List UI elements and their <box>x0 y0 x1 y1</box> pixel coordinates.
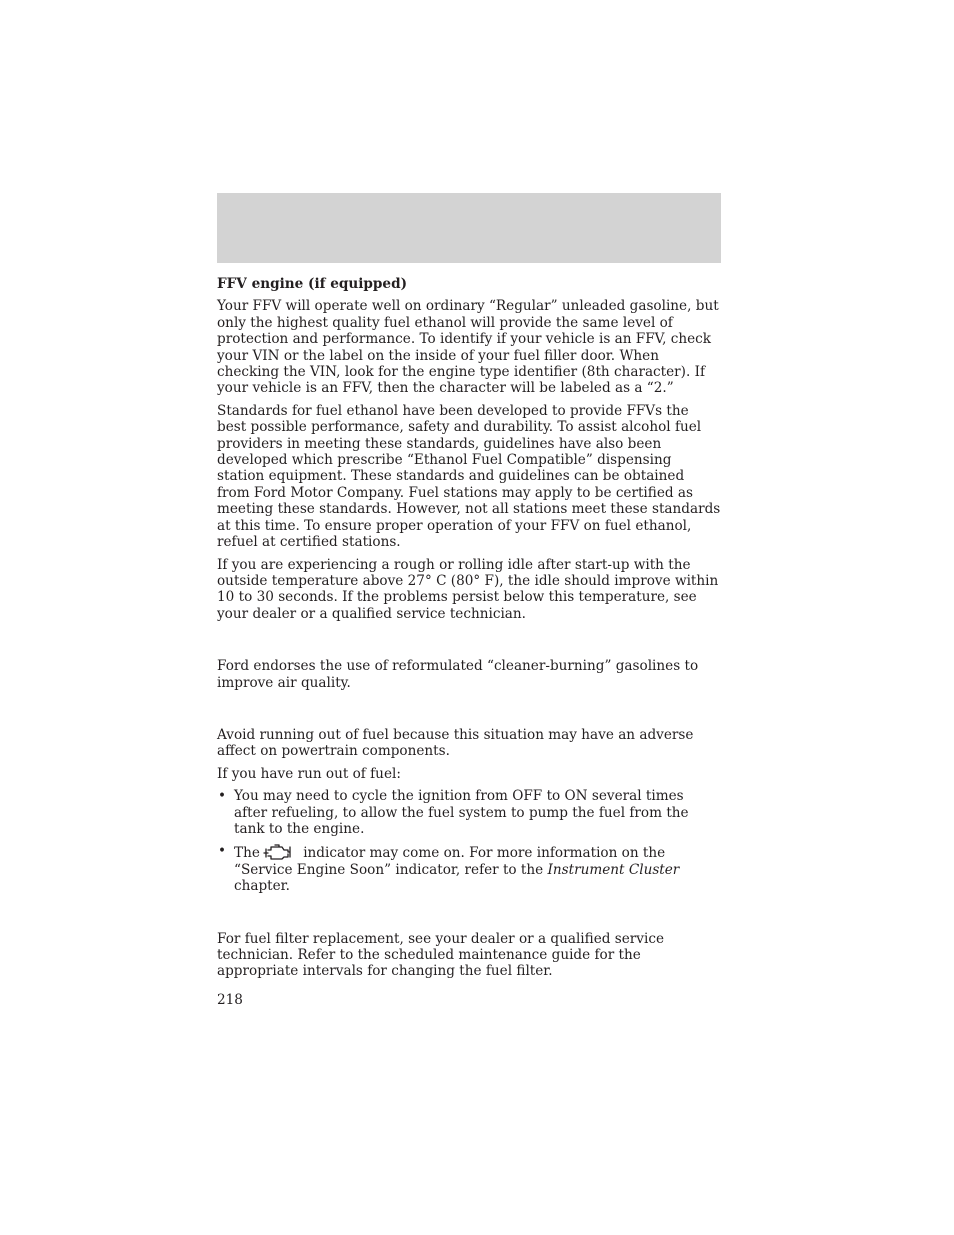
bullet-text-after: indicator may come on. For more information on the “Service Engine Soon” indicator, refer to the <box>234 845 666 878</box>
instrument-cluster-reference: Instrument Cluster <box>547 861 680 878</box>
section-spacer <box>217 901 721 931</box>
running-out-paragraph: Avoid running out of fuel because this situation may have an adverse affect on powertrain components. <box>217 726 694 760</box>
section-spacer <box>217 697 721 727</box>
list-item <box>217 843 721 894</box>
fuel-filter-paragraph: For fuel filter replacement, see your dealer or a qualified service technician. Refer to the scheduled maintenance guide for the appropriate intervals for changing the fuel filter. <box>217 930 664 980</box>
ffv-paragraph-1: Your FFV will operate well on ordinary “Regular” unleaded gasoline, but only the highest quality fuel ethanol will provide the same level of protection and performance. To identify if your vehicle is an FFV, check your VIN or the label on the inside of your fuel filler door. When checking the VIN, look for the engine type identifier (8th character). If your vehicle is an FFV, then the character will be labeled as a “2.” <box>217 298 719 397</box>
bullet-dot: • <box>218 788 227 805</box>
header-band <box>217 193 721 263</box>
section-spacer <box>217 628 721 658</box>
bullet-text-end: chapter. <box>234 878 291 895</box>
running-out-intro: If you have run out of fuel: <box>217 765 401 782</box>
ffv-paragraph-3: If you are experiencing a rough or rolling idle after start-up with the outside temperature above 27° C (80° F), the idle should improve within 10 to 30 seconds. If the problems persist below this temperature, see your dealer or a qualified service technician. <box>217 556 719 622</box>
engine-icon <box>262 843 296 861</box>
page-number: 218 <box>217 991 243 1008</box>
section-heading: FFV engine (if equipped) <box>217 276 408 292</box>
bullet-text-before: The <box>234 845 260 862</box>
ffv-paragraph-2: Standards for fuel ethanol have been developed to provide FFVs the best possible performance, safety and durability. To assist alcohol fuel providers in meeting these standards, guidelines have also been developed which prescribe “Ethanol Fuel Compatible” dispensing station equipment. These standards and guidelines can be obtained from Ford Motor Company. Fuel stations may apply to be certified as meeting these standards. However, not all stations meet these standards at this time. To ensure proper operation of your FFV on fuel ethanol, refuel at certified stations. <box>217 402 721 551</box>
reformulated-paragraph: Ford endorses the use of reformulated “cleaner-burning” gasolines to improve air quality. <box>217 658 699 691</box>
bullet-text: You may need to cycle the ignition from OFF to ON several times after refueling, to allow the fuel system to pump the fuel from the tank to the engine. <box>234 788 689 837</box>
list-item <box>217 788 721 837</box>
bullet-dot: • <box>218 843 227 860</box>
page-content <box>217 276 721 1008</box>
bullet-list <box>217 788 721 894</box>
